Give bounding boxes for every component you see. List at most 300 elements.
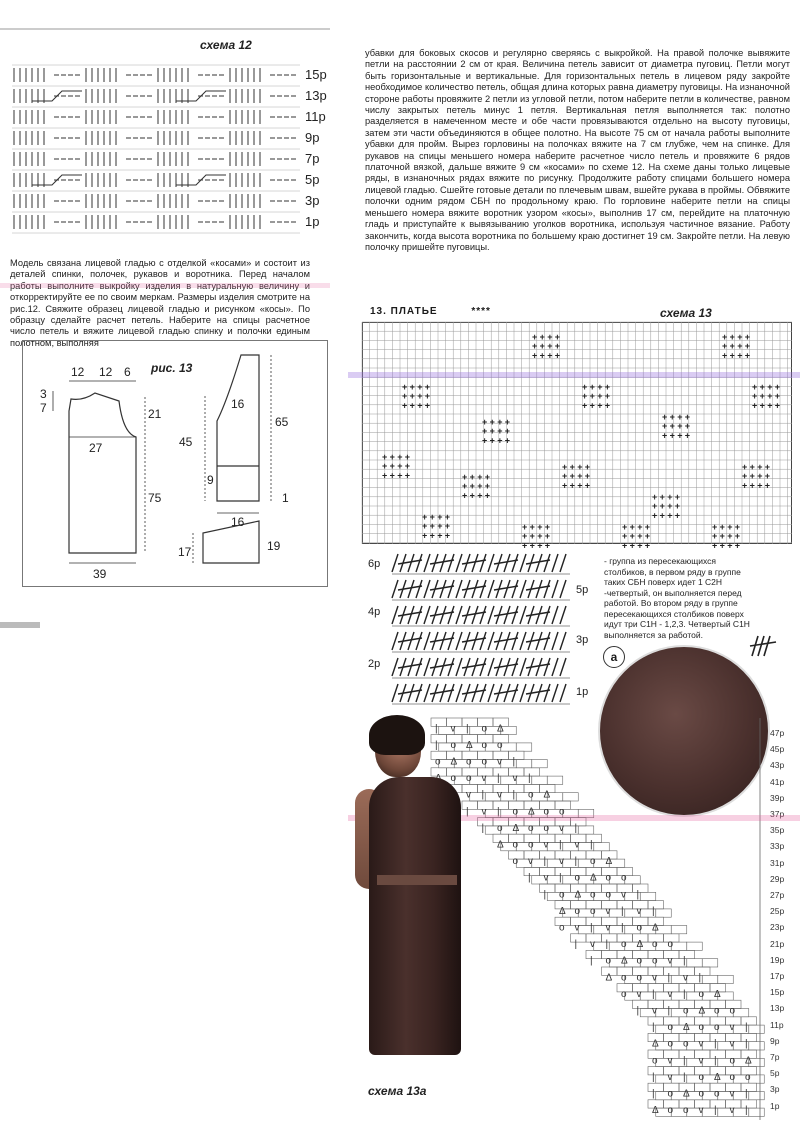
- svg-text:+: +: [444, 512, 451, 522]
- svg-text:+: +: [402, 382, 408, 392]
- svg-text:|: |: [714, 1105, 717, 1117]
- svg-text:+: +: [562, 462, 568, 472]
- svg-text:|: |: [497, 806, 500, 818]
- svg-text:+: +: [749, 480, 755, 491]
- dim-front-hem-w: 16: [231, 515, 245, 529]
- svg-text:+: +: [737, 332, 743, 342]
- svg-text:+: +: [727, 540, 733, 551]
- svg-text:o: o: [636, 955, 643, 967]
- svg-text:o: o: [698, 1088, 705, 1100]
- svg-text:v: v: [512, 773, 518, 785]
- svg-text:+: +: [667, 510, 673, 521]
- svg-text:+: +: [637, 531, 643, 542]
- svg-text:+: +: [537, 531, 543, 542]
- svg-text:|: |: [714, 1055, 717, 1067]
- dim-front-hem-h: 9: [207, 473, 214, 487]
- svg-text:+: +: [752, 382, 758, 392]
- svg-text:+: +: [444, 521, 451, 532]
- svg-text:+: +: [437, 512, 443, 522]
- svg-text:+: +: [774, 400, 781, 411]
- svg-text:+: +: [637, 540, 643, 551]
- svg-text:+: +: [737, 350, 743, 361]
- svg-text:v: v: [605, 905, 611, 917]
- svg-text:+: +: [389, 461, 395, 472]
- svg-text:|: |: [745, 1038, 748, 1050]
- svg-text:o: o: [543, 822, 550, 834]
- svg-text:+: +: [662, 421, 668, 432]
- svg-text:v: v: [590, 939, 595, 951]
- svg-text:Δ: Δ: [636, 939, 644, 951]
- difficulty-stars: ****: [471, 306, 491, 317]
- svg-text:|: |: [574, 939, 578, 951]
- svg-text:Δ: Δ: [512, 822, 520, 834]
- svg-text:+: +: [729, 332, 735, 342]
- svg-text:+: +: [637, 522, 643, 532]
- svg-text:+: +: [429, 512, 435, 522]
- svg-text:v: v: [543, 872, 549, 884]
- dim-width: 27: [89, 441, 103, 455]
- svg-text:|: |: [745, 1022, 748, 1034]
- svg-text:o: o: [512, 806, 519, 818]
- svg-text:+: +: [719, 540, 725, 551]
- svg-text:o: o: [698, 988, 705, 1000]
- svg-text:o: o: [466, 756, 472, 768]
- svg-text:+: +: [529, 531, 535, 542]
- svg-text:+: +: [562, 480, 568, 491]
- svg-text:|: |: [683, 988, 686, 1000]
- dim-front-one: 1: [282, 491, 289, 505]
- dim-collar-l: 17: [178, 545, 192, 559]
- svg-text:v: v: [466, 789, 471, 801]
- svg-text:o: o: [714, 1022, 720, 1034]
- svg-text:+: +: [522, 531, 528, 542]
- svg-text:+: +: [547, 350, 553, 361]
- svg-text:o: o: [481, 756, 488, 768]
- svg-text:o: o: [683, 1005, 689, 1017]
- svg-text:|: |: [605, 939, 609, 951]
- dim-top-c: 6: [124, 365, 131, 379]
- section-13-title: 13. ПЛАТЬЕ: [370, 306, 438, 317]
- svg-text:+: +: [757, 480, 763, 491]
- svg-text:o: o: [559, 806, 565, 818]
- svg-text:v: v: [652, 1005, 657, 1017]
- model-dress: [369, 777, 461, 1055]
- svg-text:+: +: [669, 430, 675, 441]
- svg-text:+: +: [547, 332, 553, 342]
- svg-text:+: +: [397, 461, 403, 472]
- scan-streak: [348, 372, 800, 378]
- scheme-13a-title: схема 13а: [368, 1084, 427, 1098]
- row-label: 5р: [305, 172, 320, 187]
- svg-text:+: +: [604, 391, 611, 402]
- svg-text:v: v: [729, 1088, 735, 1100]
- scan-artifact: [0, 622, 40, 628]
- scheme-12-row-labels: [305, 67, 335, 235]
- svg-text:+: +: [629, 522, 635, 532]
- svg-text:|: |: [543, 856, 547, 868]
- svg-text:+: +: [644, 540, 651, 551]
- svg-text:+: +: [577, 480, 583, 491]
- svg-text:o: o: [605, 889, 612, 901]
- svg-text:Δ: Δ: [652, 922, 659, 934]
- svg-text:+: +: [484, 481, 491, 492]
- svg-text:+: +: [722, 350, 728, 361]
- svg-text:+: +: [589, 391, 595, 402]
- row-label: 43р: [770, 760, 785, 771]
- svg-text:o: o: [745, 1071, 751, 1083]
- svg-text:o: o: [497, 822, 503, 834]
- svg-text:Δ: Δ: [605, 972, 613, 984]
- svg-text:|: |: [652, 1088, 655, 1100]
- svg-text:+: +: [469, 490, 475, 501]
- svg-text:o: o: [559, 922, 565, 934]
- svg-text:o: o: [497, 739, 503, 751]
- svg-text:+: +: [584, 480, 591, 491]
- svg-text:+: +: [529, 540, 535, 551]
- svg-text:+: +: [417, 391, 423, 402]
- svg-text:o: o: [636, 922, 643, 934]
- row-label: 21р: [770, 938, 785, 949]
- svg-text:o: o: [528, 839, 534, 851]
- svg-text:v: v: [667, 1055, 673, 1067]
- svg-text:o: o: [729, 1071, 736, 1083]
- svg-text:+: +: [759, 391, 765, 402]
- svg-text:+: +: [597, 391, 603, 402]
- row-label: 15р: [305, 67, 327, 82]
- svg-text:o: o: [512, 839, 519, 851]
- svg-text:+: +: [589, 400, 595, 411]
- svg-text:|: |: [481, 789, 485, 801]
- svg-text:o: o: [481, 723, 488, 735]
- svg-text:o: o: [528, 822, 534, 834]
- svg-text:+: +: [674, 501, 681, 512]
- row-label: 23р: [770, 922, 785, 933]
- svg-text:+: +: [554, 332, 561, 342]
- dim-top-a: 12: [71, 365, 85, 379]
- svg-text:|: |: [435, 723, 438, 735]
- svg-text:+: +: [544, 540, 551, 551]
- scheme-13-grid: [362, 322, 792, 551]
- svg-text:+: +: [489, 426, 495, 437]
- svg-text:+: +: [737, 341, 743, 352]
- svg-text:+: +: [382, 461, 388, 472]
- svg-text:v: v: [652, 972, 657, 984]
- svg-text:|: |: [574, 856, 578, 868]
- right-description: убавки для боковых скосов и регулярно сверяясь с выкройкой. На правой полочке вывяжите петли на расстоянии 2 см от края. Величина петель зависит от диаметра пуговиц. Петли могут быть горизонтальные и вертикальные. Для горизонтальных петель в лицевом ряду закройте необходимое количество петель, общая длина которых равна диаметру пуговицы. На изнаночной стороне работы провяжите 2 петли из угловой петли, потом наберите петли в количестве, равном числу закрытых петель минус 1 петля. Вертикальная петля выполняется так: полотно разделяется в намеченном месте и обе части провязываются отдельно на высоту пуговицы, затем эти части объединяются в общее полотно. На высоте 75 см от начала работы выполните убавки для пройм. Вырез горловины на полочках вяжите на 7 см глубже, чем на спинке. Для рукавов на спицы меньшего номера наберите расчетное число петель и провяжите 6 рядов платочной вязкой, дальше вяжите 9 см «косами» по схеме 12. На схеме даны только лицевые ряды, в изнаночных рядах вяжите по рисунку. Продолжите работу спицами большего номера лицевой гладью. Сшейте готовые детали по плечевым швам, вшейте рукава в проймы. Обвяжите полочки одним рядом СБН по продольному краю. По горловине наберите петли на спицы меньшего номера вяжите воротник узором «косы», выполнив 17 см, перейдите на платочную гладь и приступайте к вывязыванию уголков воротника, используя частичное вязание. Работу закончить, когда высота воротника по большему краю достигнет 19 см. Закройте петли. На левую полочку пришейте пуговицы.: [365, 48, 790, 252]
- svg-text:|: |: [652, 988, 655, 1000]
- svg-text:o: o: [590, 905, 596, 917]
- svg-text:+: +: [397, 470, 403, 481]
- svg-text:o: o: [450, 739, 457, 751]
- row-label: 2р: [368, 658, 381, 670]
- svg-text:+: +: [744, 350, 751, 361]
- svg-text:+: +: [409, 400, 415, 411]
- svg-text:+: +: [422, 512, 428, 522]
- crossed-stitch-icon: [748, 634, 778, 658]
- model-photo: [355, 715, 465, 1055]
- svg-text:o: o: [512, 856, 519, 868]
- svg-text:+: +: [669, 421, 675, 432]
- row-label: 17р: [770, 971, 785, 981]
- row-label: 1р: [305, 214, 320, 229]
- svg-text:+: +: [764, 462, 771, 472]
- svg-text:+: +: [597, 400, 603, 411]
- svg-text:|: |: [683, 1055, 686, 1067]
- svg-text:o: o: [683, 1105, 689, 1117]
- svg-text:+: +: [569, 471, 575, 482]
- row-label: 1р: [576, 686, 589, 698]
- svg-text:Δ: Δ: [605, 856, 613, 868]
- svg-text:|: |: [745, 1105, 748, 1117]
- svg-text:o: o: [621, 872, 627, 884]
- dim-front-side: 45: [179, 435, 193, 449]
- svg-text:v: v: [667, 955, 673, 967]
- svg-text:v: v: [559, 856, 564, 868]
- svg-text:|: |: [512, 789, 516, 801]
- svg-text:+: +: [727, 531, 733, 542]
- dim-collar-r: 19: [267, 539, 281, 553]
- dim-front-width: 16: [231, 397, 245, 411]
- svg-text:Δ: Δ: [497, 723, 504, 735]
- svg-text:o: o: [528, 789, 534, 801]
- svg-text:v: v: [683, 972, 688, 984]
- svg-text:|: |: [559, 839, 562, 851]
- svg-text:+: +: [477, 490, 483, 501]
- svg-text:+: +: [404, 452, 411, 462]
- svg-text:+: +: [389, 452, 395, 462]
- svg-text:v: v: [729, 1038, 735, 1050]
- svg-text:+: +: [562, 471, 568, 482]
- svg-text:o: o: [636, 972, 643, 984]
- svg-text:+: +: [662, 430, 668, 441]
- svg-text:+: +: [659, 510, 665, 521]
- svg-text:|: |: [528, 773, 531, 785]
- row-label: 5р: [770, 1068, 780, 1079]
- svg-text:+: +: [759, 400, 765, 411]
- svg-text:+: +: [409, 391, 415, 402]
- svg-text:+: +: [667, 492, 673, 502]
- svg-text:+: +: [774, 382, 781, 392]
- svg-text:+: +: [659, 501, 665, 512]
- svg-text:+: +: [597, 382, 603, 392]
- svg-text:+: +: [667, 501, 673, 512]
- svg-text:o: o: [698, 1071, 705, 1083]
- svg-text:+: +: [734, 522, 741, 532]
- svg-text:+: +: [437, 530, 443, 541]
- svg-text:+: +: [429, 530, 435, 541]
- svg-text:+: +: [522, 540, 528, 551]
- svg-text:|: |: [652, 1022, 655, 1034]
- svg-text:+: +: [497, 417, 503, 427]
- svg-text:+: +: [484, 472, 491, 482]
- svg-text:Δ: Δ: [714, 988, 721, 1000]
- svg-text:+: +: [529, 522, 535, 532]
- dim-body: 75: [148, 491, 162, 505]
- svg-text:+: +: [712, 522, 718, 532]
- svg-text:+: +: [569, 462, 575, 472]
- row-label: 39р: [770, 792, 785, 803]
- svg-text:+: +: [554, 341, 561, 352]
- svg-text:|: |: [652, 905, 655, 917]
- svg-text:+: +: [469, 472, 475, 482]
- svg-text:Δ: Δ: [683, 1022, 690, 1034]
- svg-text:o: o: [667, 1088, 674, 1100]
- svg-text:|: |: [466, 806, 469, 818]
- svg-text:Δ: Δ: [559, 905, 566, 917]
- svg-text:+: +: [674, 492, 681, 502]
- svg-text:o: o: [667, 1105, 674, 1117]
- svg-text:|: |: [590, 955, 593, 967]
- svg-text:+: +: [759, 382, 765, 392]
- svg-text:+: +: [544, 531, 551, 542]
- row-label: 25р: [770, 906, 785, 917]
- svg-text:+: +: [404, 470, 411, 481]
- svg-text:+: +: [652, 492, 658, 502]
- svg-text:o: o: [574, 905, 581, 917]
- svg-text:+: +: [497, 435, 503, 446]
- row-label: 3р: [576, 634, 589, 646]
- svg-text:+: +: [684, 430, 691, 441]
- svg-text:+: +: [734, 540, 741, 551]
- svg-text:o: o: [667, 939, 674, 951]
- svg-text:+: +: [729, 341, 735, 352]
- crochet-stitches: [392, 550, 574, 710]
- svg-text:+: +: [462, 472, 468, 482]
- svg-text:|: |: [435, 739, 438, 751]
- svg-text:+: +: [659, 492, 665, 502]
- svg-text:+: +: [397, 452, 403, 462]
- svg-text:v: v: [605, 922, 611, 934]
- svg-text:Δ: Δ: [652, 1105, 659, 1117]
- svg-text:o: o: [574, 872, 581, 884]
- svg-text:+: +: [629, 540, 635, 551]
- svg-text:+: +: [604, 400, 611, 411]
- row-label: 7р: [305, 151, 320, 166]
- svg-text:+: +: [532, 341, 538, 352]
- svg-text:+: +: [622, 531, 628, 542]
- svg-text:o: o: [450, 773, 457, 785]
- svg-text:+: +: [404, 461, 411, 472]
- svg-text:+: +: [749, 462, 755, 472]
- svg-text:+: +: [652, 510, 658, 521]
- svg-text:+: +: [417, 382, 423, 392]
- svg-text:v: v: [636, 988, 642, 1000]
- svg-text:v: v: [574, 839, 580, 851]
- svg-text:+: +: [462, 481, 468, 492]
- svg-text:+: +: [622, 522, 628, 532]
- model-belt: [377, 875, 457, 885]
- svg-text:+: +: [742, 471, 748, 482]
- svg-text:Δ: Δ: [698, 1005, 706, 1017]
- figure-13-title: рис. 13: [151, 361, 193, 375]
- svg-text:v: v: [698, 1055, 704, 1067]
- svg-text:o: o: [683, 1038, 689, 1050]
- svg-text:v: v: [481, 806, 487, 818]
- svg-text:+: +: [677, 421, 683, 432]
- svg-text:|: |: [574, 822, 578, 834]
- svg-text:+: +: [382, 452, 388, 462]
- scheme-12-panel: [8, 30, 330, 238]
- section-13-heading: [370, 306, 491, 317]
- svg-text:+: +: [722, 332, 728, 342]
- svg-text:+: +: [402, 400, 408, 411]
- svg-text:+: +: [677, 430, 683, 441]
- scheme-13a-grid: [430, 718, 770, 1120]
- svg-text:v: v: [497, 789, 502, 801]
- svg-text:|: |: [683, 955, 686, 967]
- row-label: 13р: [305, 88, 327, 103]
- dim-hem: 39: [93, 567, 107, 581]
- svg-text:o: o: [435, 756, 441, 768]
- svg-text:+: +: [712, 531, 718, 542]
- svg-text:Δ: Δ: [590, 872, 597, 884]
- svg-text:o: o: [652, 1055, 658, 1067]
- svg-text:+: +: [644, 531, 651, 542]
- row-label: 31р: [770, 857, 785, 868]
- svg-text:o: o: [605, 872, 612, 884]
- svg-text:|: |: [590, 839, 593, 851]
- svg-text:+: +: [547, 341, 553, 352]
- row-label: 13р: [770, 1003, 785, 1014]
- svg-text:+: +: [482, 417, 488, 427]
- svg-text:+: +: [522, 522, 528, 532]
- svg-text:+: +: [437, 521, 443, 532]
- svg-text:o: o: [481, 739, 488, 751]
- figure-13-panel: [22, 340, 328, 587]
- dim-neck-b: 7: [40, 401, 47, 415]
- svg-text:+: +: [734, 531, 741, 542]
- svg-text:|: |: [698, 972, 702, 984]
- svg-text:o: o: [714, 1088, 720, 1100]
- svg-text:+: +: [539, 332, 545, 342]
- svg-text:+: +: [752, 391, 758, 402]
- svg-text:+: +: [684, 421, 691, 432]
- svg-text:+: +: [677, 412, 683, 422]
- svg-text:+: +: [409, 382, 415, 392]
- svg-text:v: v: [481, 773, 487, 785]
- row-label: 11р: [305, 109, 326, 124]
- svg-text:Δ: Δ: [652, 1038, 659, 1050]
- svg-text:Δ: Δ: [683, 1088, 690, 1100]
- svg-text:+: +: [462, 490, 468, 501]
- row-label: 3р: [770, 1084, 780, 1095]
- svg-text:v: v: [497, 756, 502, 768]
- svg-text:v: v: [559, 822, 564, 834]
- svg-text:|: |: [466, 723, 469, 735]
- svg-text:+: +: [719, 531, 725, 542]
- svg-text:v: v: [574, 922, 580, 934]
- svg-text:|: |: [667, 1005, 671, 1017]
- row-label: 15р: [770, 987, 785, 998]
- svg-text:+: +: [469, 481, 475, 492]
- svg-text:o: o: [621, 988, 627, 1000]
- svg-text:v: v: [450, 723, 456, 735]
- svg-text:v: v: [621, 889, 626, 901]
- svg-text:+: +: [497, 426, 503, 437]
- svg-text:+: +: [584, 471, 591, 482]
- svg-text:v: v: [636, 905, 642, 917]
- row-label: 33р: [770, 841, 785, 852]
- row-label: 9р: [305, 130, 320, 145]
- photo-label: [603, 646, 625, 668]
- svg-text:+: +: [424, 382, 431, 392]
- svg-text:+: +: [582, 382, 588, 392]
- svg-text:v: v: [667, 1071, 673, 1083]
- svg-text:+: +: [764, 480, 771, 491]
- svg-text:+: +: [644, 522, 651, 532]
- row-label: 3р: [305, 193, 320, 208]
- svg-text:+: +: [674, 510, 681, 521]
